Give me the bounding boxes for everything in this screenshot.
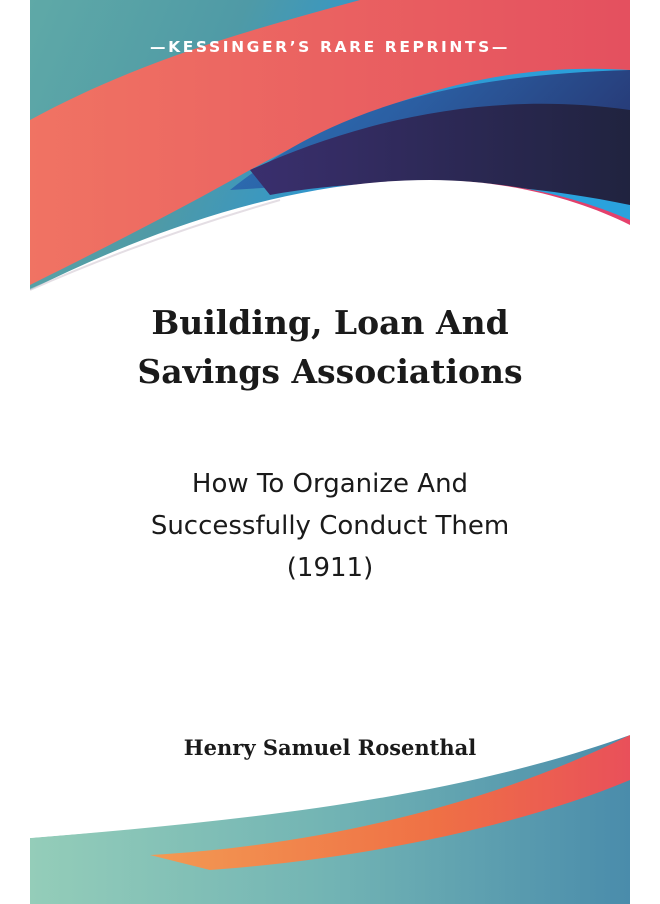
title-line-1: Building, Loan And [151,303,509,342]
title-line-2: Savings Associations [137,352,523,391]
subtitle-line-3: (1911) [286,553,374,583]
subtitle-line-2: Successfully Conduct Them [150,511,510,541]
series-label: —KESSINGER’S RARE REPRINTS— [149,38,510,56]
book-subtitle [30,463,630,589]
cover-decorative-waves [30,0,630,904]
subtitle-line-1: How To Organize And [191,469,469,499]
book-title [30,298,630,396]
book-cover [30,0,630,904]
author-name: Henry Samuel Rosenthal [183,735,477,760]
